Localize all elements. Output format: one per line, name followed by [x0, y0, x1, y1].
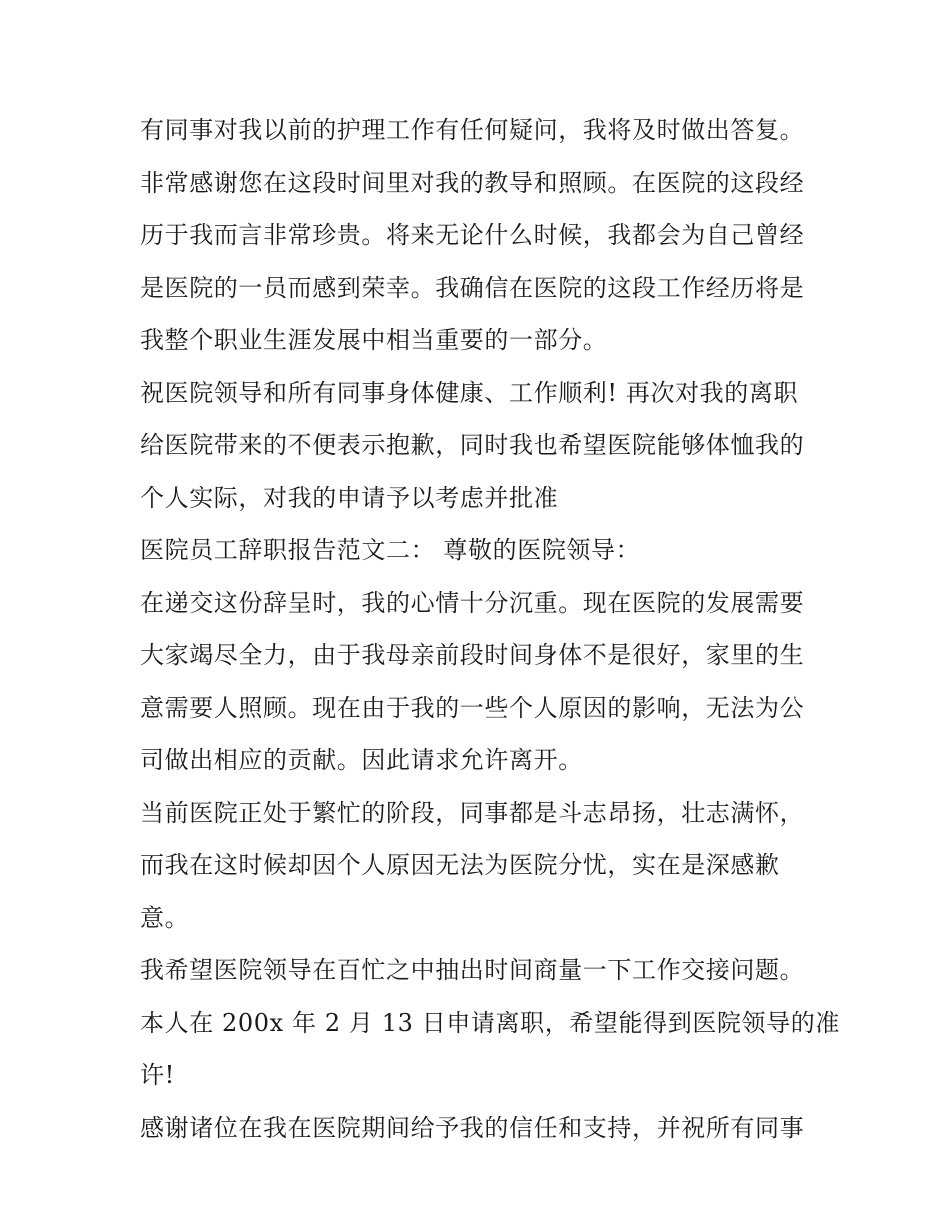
- text-line: 意需要人照顾。现在由于我的一些个人原因的影响，无法为公: [140, 693, 805, 722]
- text-line: 非常感谢您在这段时间里对我的教导和照顾。在医院的这段经: [140, 168, 805, 197]
- text-line: 是医院的一员而感到荣幸。我确信在医院的这段工作经历将是: [140, 273, 805, 302]
- text-line: 我希望医院领导在百忙之中抽出时间商量一下工作交接问题。: [140, 956, 805, 984]
- text-line: 而我在这时候却因个人原因无法为医院分忧，实在是深感歉: [140, 851, 780, 879]
- text-line: 大家竭尽全力，由于我母亲前段时间身体不是很好，家里的生: [140, 641, 805, 669]
- text-line: 在递交这份辞呈时，我的心情十分沉重。现在医院的发展需要: [140, 588, 805, 617]
- text-line: 个人实际，对我的申请予以考虑并批准: [140, 483, 559, 512]
- text-line: 我整个职业生涯发展中相当重要的一部分。: [140, 326, 608, 354]
- text-line: 感谢诸位在我在医院期间给予我的信任和支持，并祝所有同事: [140, 1113, 805, 1142]
- text-line: 本人在 200x 年 2 月 13 日申请离职，希望能得到医院领导的准: [140, 1008, 840, 1037]
- text-line: 历于我而言非常珍贵。将来无论什么时候，我都会为自己曾经: [140, 221, 805, 249]
- text-line: 司做出相应的贡献。因此请求允许离开。: [140, 746, 583, 774]
- text-line: 意。: [140, 903, 190, 932]
- section-heading: 医院员工辞职报告范文二： 尊敬的医院领导：: [140, 536, 641, 564]
- document-body: [140, 104, 840, 1154]
- text-line: 给医院带来的不便表示抱歉，同时我也希望医院能够体恤我的: [140, 431, 805, 459]
- text-line: 祝医院领导和所有同事身体健康、工作顺利! 再次对我的离职: [140, 378, 799, 407]
- text-line: 有同事对我以前的护理工作有任何疑问，我将及时做出答复。: [140, 116, 805, 144]
- text-line: 许!: [140, 1061, 175, 1089]
- text-line: 当前医院正处于繁忙的阶段，同事都是斗志昂扬，壮志满怀，: [140, 798, 805, 827]
